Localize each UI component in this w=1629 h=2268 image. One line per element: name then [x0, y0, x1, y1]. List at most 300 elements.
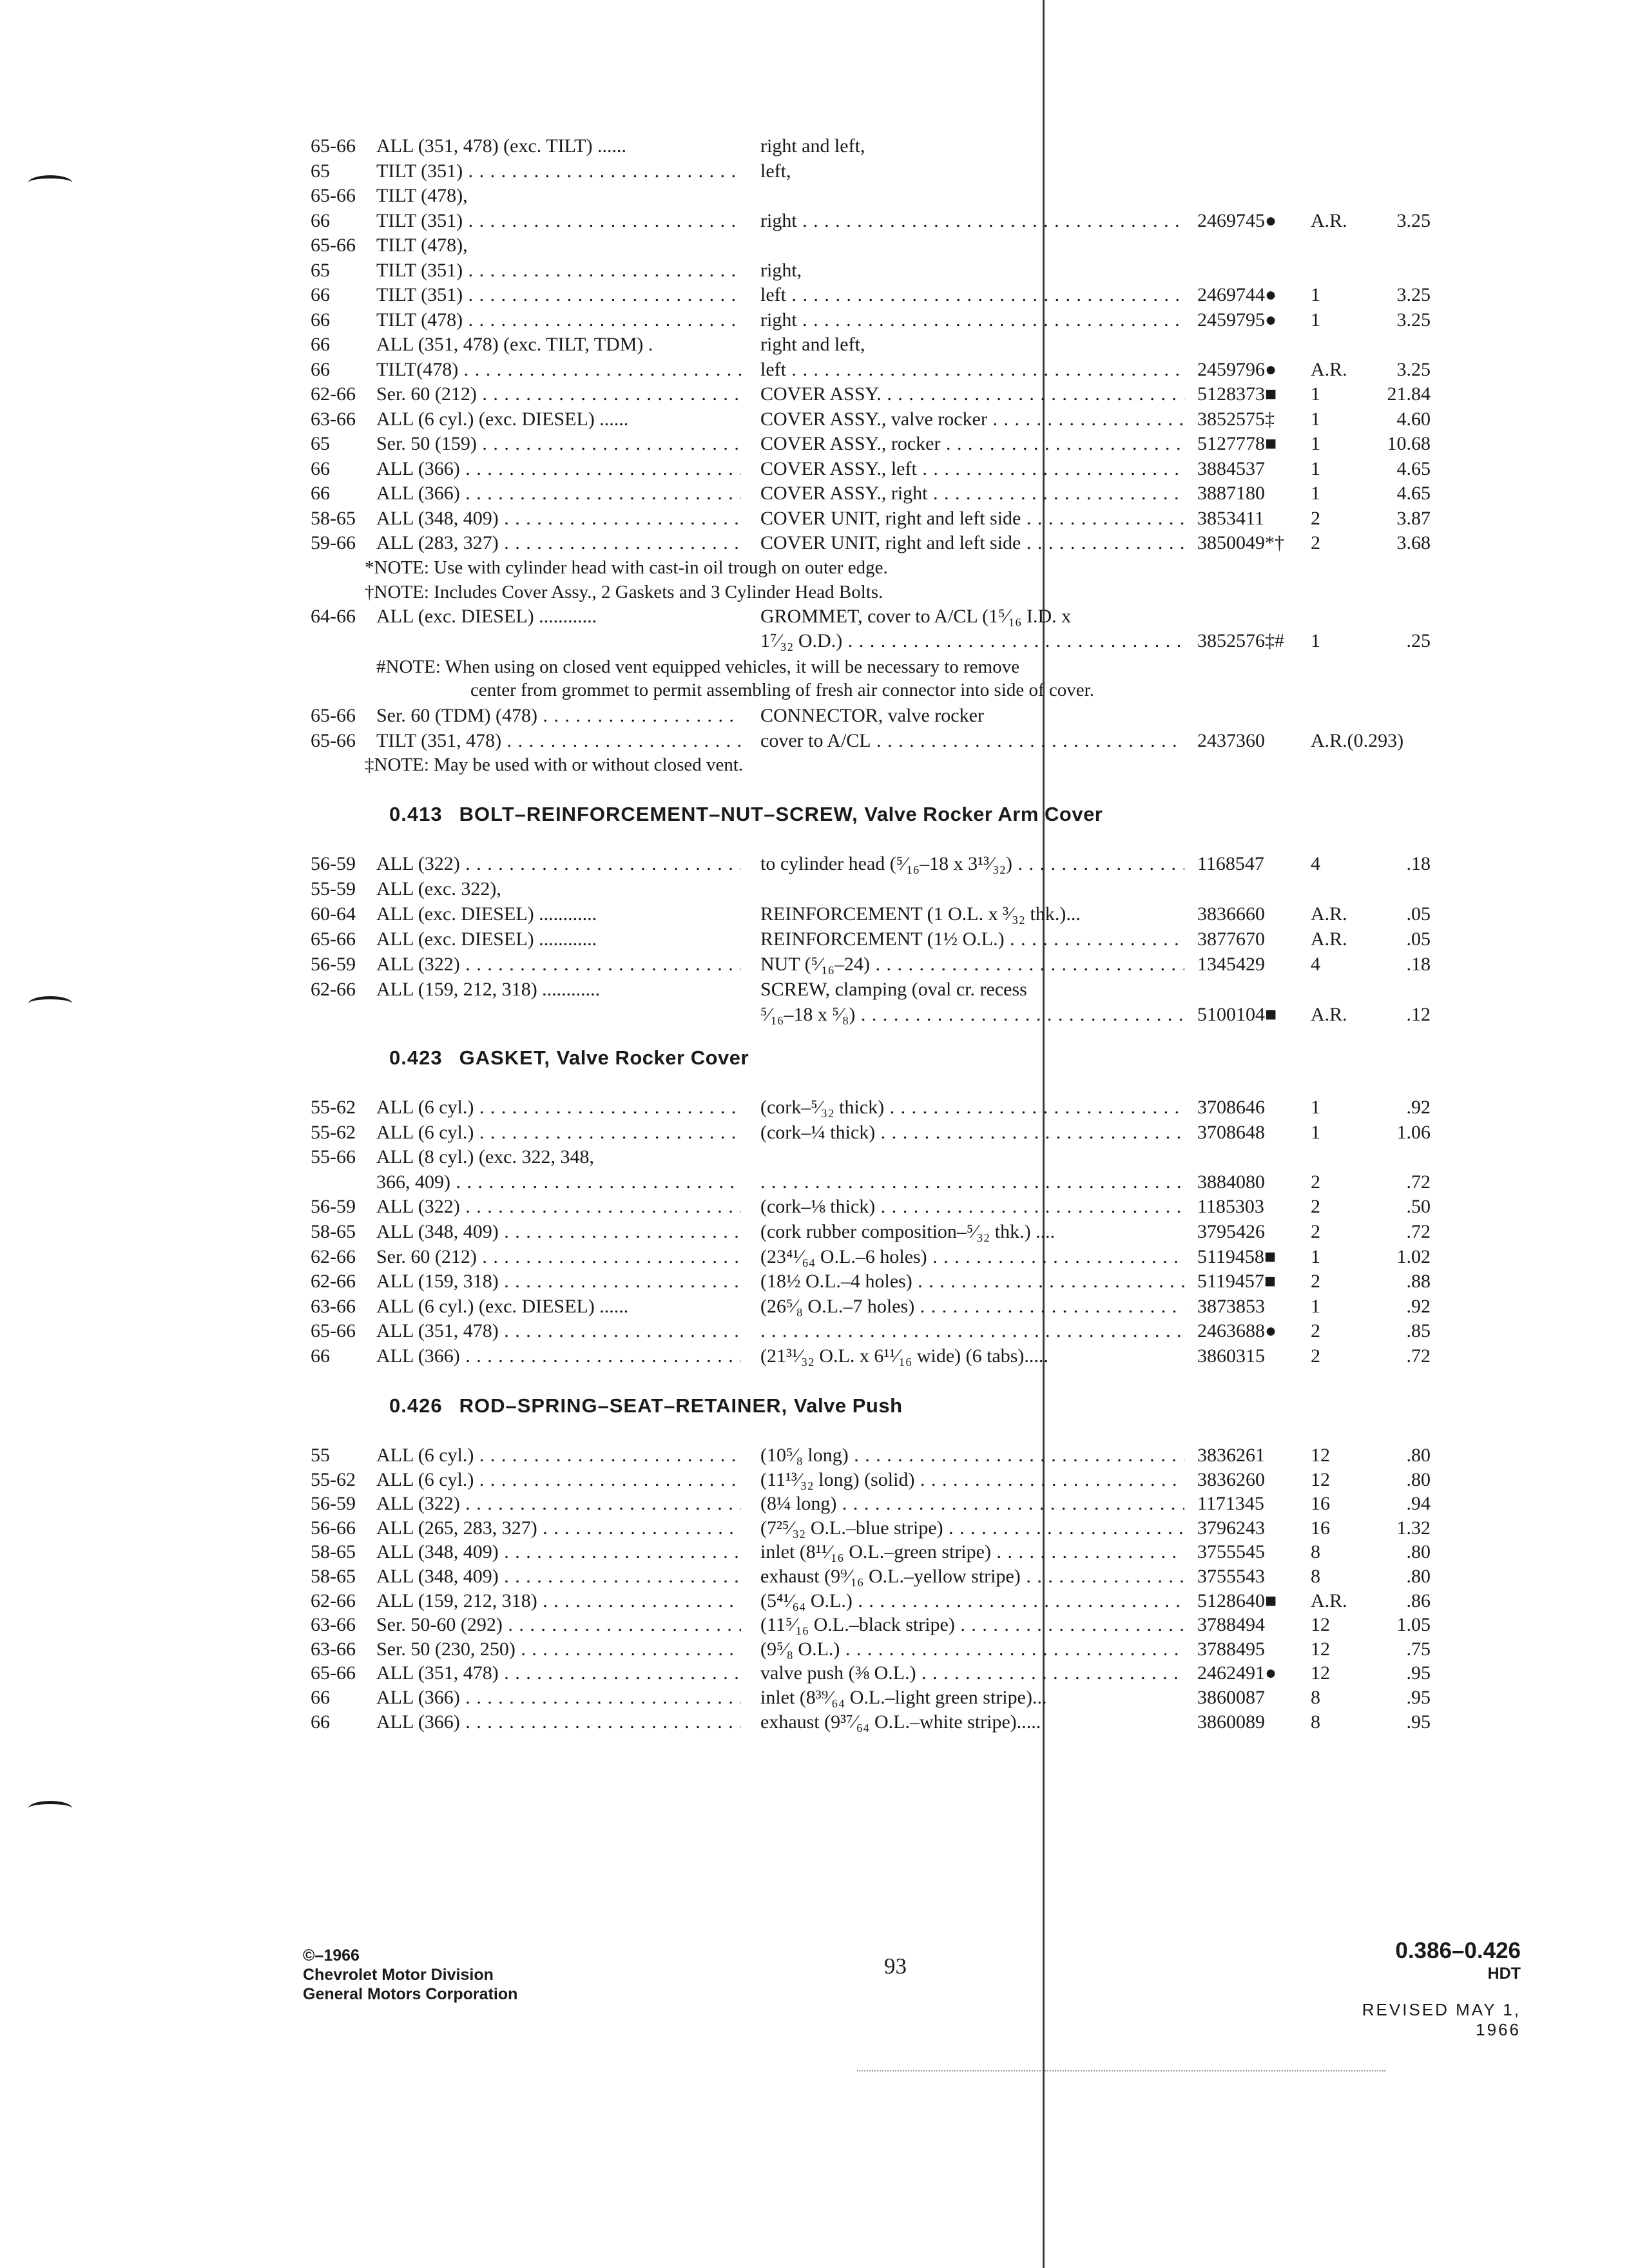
quantity: 12 [1311, 1662, 1330, 1684]
part-number: 3836660 [1197, 903, 1265, 925]
list-price: .88 [1406, 1271, 1431, 1293]
part-number: 3884537 [1197, 457, 1265, 479]
part-description: left . . . [760, 358, 1184, 382]
model-years: 63-66 [311, 1295, 356, 1317]
quantity: 1 [1311, 1245, 1320, 1267]
application: ALL (6 cyl.) . . . [376, 1468, 741, 1492]
parts-row [0, 308, 1629, 332]
quantity: 8 [1311, 1711, 1320, 1733]
quantity: 1 [1311, 284, 1320, 305]
part-description: inlet (8³⁹⁄₆₄ O.L.–light green stripe)... [760, 1687, 1047, 1708]
part-description: to cylinder head (⁵⁄₁₆–18 x 3¹³⁄₃₂) . . . [760, 852, 1184, 876]
application: TILT (478) . . . [376, 308, 741, 332]
parts-row [0, 729, 1629, 753]
list-price: .86 [1406, 1590, 1431, 1611]
application: Ser. 60 (212) . . . [376, 1245, 741, 1269]
footnote: center from grommet to permit assembling of fresh air connector into side of cover. [470, 680, 1094, 700]
part-number: 1345429 [1197, 954, 1265, 975]
application: ALL (exc. DIESEL) ............ [376, 903, 597, 925]
quantity: 1 [1311, 1121, 1320, 1143]
footnote: ‡NOTE: May be used with or without closed vent. [365, 754, 744, 775]
quantity: 16 [1311, 1517, 1330, 1539]
part-number: 3836261 [1197, 1445, 1265, 1466]
section-title: BOLT–REINFORCEMENT–NUT–SCREW, [459, 803, 858, 825]
model-years: 55-62 [311, 1468, 356, 1490]
model-years: 56-66 [311, 1517, 356, 1539]
application: TILT (351) . . . [376, 258, 741, 283]
parts-row [0, 1003, 1629, 1027]
application: ALL (265, 283, 327) . . . [376, 1516, 741, 1541]
model-years: 65-66 [311, 1320, 356, 1342]
list-price: .80 [1406, 1468, 1431, 1490]
list-price: 4.60 [1396, 408, 1431, 430]
model-years: 58-65 [311, 1566, 356, 1587]
part-description: (7²⁵⁄₃₂ O.L.–blue stripe) . . . [760, 1516, 1184, 1541]
parts-row [0, 1294, 1629, 1319]
parts-row [0, 1613, 1629, 1637]
model-years: 66 [311, 457, 330, 479]
parts-row [0, 1269, 1629, 1294]
model-years: 63-66 [311, 1614, 356, 1636]
list-price: .75 [1406, 1638, 1431, 1660]
model-years: 56-59 [311, 1196, 356, 1218]
quantity: A.R. [1311, 928, 1347, 950]
quantity: 2 [1311, 1196, 1320, 1218]
quantity: 4 [1311, 954, 1320, 975]
model-years: 55-62 [311, 1097, 356, 1118]
parts-row [0, 877, 1629, 901]
application: TILT (351) . . . [376, 209, 741, 233]
parts-row [0, 184, 1629, 208]
application: Ser. 50-60 (292) . . . [376, 1613, 741, 1637]
section-title: GASKET, [459, 1046, 550, 1069]
application: Ser. 60 (212) . . . [376, 382, 741, 407]
list-price: 3.68 [1396, 532, 1431, 553]
parts-row [0, 629, 1629, 653]
model-years: 65-66 [311, 928, 356, 950]
list-price: .95 [1406, 1662, 1431, 1684]
parts-row [0, 1145, 1629, 1169]
section-subtitle: Valve Rocker Arm Cover [864, 803, 1103, 825]
part-description: cover to A/CL . . . [760, 729, 1184, 753]
parts-row [0, 382, 1629, 407]
model-years: 65-66 [311, 235, 356, 256]
application: ALL (8 cyl.) (exc. 322, 348, [376, 1146, 594, 1168]
application: ALL (322) . . . [376, 1492, 741, 1516]
application: Ser. 50 (230, 250) . . . [376, 1637, 741, 1662]
quantity: A.R. [1311, 1004, 1347, 1025]
list-price: 3.25 [1396, 358, 1431, 380]
list-price: .05 [1406, 928, 1431, 950]
part-number: 3887180 [1197, 483, 1265, 504]
parts-row [0, 1220, 1629, 1244]
section-number: 0.423 [389, 1046, 443, 1069]
parts-row [0, 1319, 1629, 1343]
part-description: valve push (⅜ O.L.) . . . [760, 1661, 1184, 1686]
list-price: 10.68 [1387, 433, 1431, 454]
footer-division: Chevrolet Motor Division [303, 1966, 494, 1984]
part-number: 3795426 [1197, 1221, 1265, 1242]
part-description: REINFORCEMENT (1 O.L. x ³⁄₃₂ thk.)... [760, 903, 1081, 925]
application: 366, 409) . . . [376, 1170, 741, 1195]
part-number: 3873853 [1197, 1295, 1265, 1317]
part-description: COVER UNIT, right and left side . . . [760, 531, 1184, 555]
quantity: 1 [1311, 408, 1320, 430]
part-number: 2459796● [1197, 358, 1277, 380]
part-description: (11¹³⁄₃₂ long) (solid) . . . [760, 1468, 1184, 1492]
parts-row [0, 506, 1629, 531]
part-description: COVER ASSY., rocker . . . [760, 432, 1184, 456]
section-subtitle: Valve Rocker Cover [556, 1046, 749, 1069]
model-years: 64-66 [311, 606, 356, 627]
footer-copyright: ©–1966 [303, 1946, 360, 1965]
parts-row [0, 457, 1629, 481]
part-description: COVER UNIT, right and left side . . . [760, 506, 1184, 531]
part-description: right . . . [760, 209, 1184, 233]
quantity: 2 [1311, 532, 1320, 553]
application: ALL (6 cyl.) (exc. DIESEL) ...... [376, 1295, 629, 1317]
parts-row [0, 1661, 1629, 1686]
section-code: HDT [1487, 1965, 1521, 1983]
part-number: 5119458■ [1197, 1245, 1277, 1267]
part-description: 1⁷⁄₃₂ O.D.) . . . [760, 629, 1184, 653]
section-heading [389, 1045, 749, 1071]
part-description: inlet (8¹¹⁄₁₆ O.L.–green stripe) . . . [760, 1540, 1184, 1564]
part-description: (18½ O.L.–4 holes) . . . [760, 1269, 1184, 1294]
model-years: 55-59 [311, 878, 356, 899]
part-number: 5128373■ [1197, 383, 1277, 405]
model-years: 65 [311, 259, 330, 281]
part-number: 5128640■ [1197, 1590, 1277, 1611]
parts-row [0, 1245, 1629, 1269]
list-price: .72 [1406, 1171, 1431, 1193]
model-years: 62-66 [311, 1245, 356, 1267]
list-price: .95 [1406, 1687, 1431, 1708]
application: TILT (478), [376, 185, 468, 206]
part-description: (21³¹⁄₃₂ O.L. x 6¹¹⁄₁₆ wide) (6 tabs)..... [760, 1345, 1048, 1367]
parts-row [0, 1195, 1629, 1219]
parts-row [0, 283, 1629, 307]
section-title: ROD–SPRING–SEAT–RETAINER, [459, 1394, 788, 1417]
part-description: (cork–⁵⁄₃₂ thick) . . . [760, 1095, 1184, 1120]
model-years: 65-66 [311, 1662, 356, 1684]
list-price: .92 [1406, 1295, 1431, 1317]
list-price: .05 [1406, 903, 1431, 925]
model-years: 62-66 [311, 383, 356, 405]
application: TILT (351, 478) . . . [376, 729, 741, 753]
section-number: 0.426 [389, 1394, 443, 1417]
part-number: 3755543 [1197, 1566, 1265, 1587]
part-description: exhaust (9³⁷⁄₆₄ O.L.–white stripe)..... [760, 1711, 1041, 1733]
part-number: 3853411 [1197, 507, 1264, 529]
quantity: 1 [1311, 1097, 1320, 1118]
part-description [760, 1319, 1184, 1343]
application: ALL (351, 478) (exc. TILT, TDM) . [376, 334, 653, 355]
part-number: 1185303 [1197, 1196, 1264, 1218]
part-description: COVER ASSY. . . . [760, 382, 1184, 407]
model-years: 60-64 [311, 903, 356, 925]
model-years: 66 [311, 309, 330, 331]
list-price: 1.32 [1396, 1517, 1431, 1539]
list-price: .12 [1406, 1004, 1431, 1025]
list-price: .80 [1406, 1445, 1431, 1466]
footer-publisher [303, 1946, 517, 2004]
list-price: .50 [1406, 1196, 1431, 1218]
parts-row [0, 1589, 1629, 1613]
quantity: 2 [1311, 1271, 1320, 1293]
part-number: 3860089 [1197, 1711, 1265, 1733]
model-years: 62-66 [311, 1590, 356, 1611]
application: ALL (159, 318) . . . [376, 1269, 741, 1294]
quantity: A.R. [1311, 1590, 1347, 1611]
parts-row [0, 332, 1629, 357]
footnote: *NOTE: Use with cylinder head with cast-in oil trough on outer edge. [365, 557, 888, 578]
parts-row [0, 481, 1629, 506]
quantity: 2 [1311, 1345, 1320, 1367]
list-price: 4.65 [1396, 457, 1431, 479]
model-years: 65 [311, 433, 330, 454]
application: Ser. 50 (159) . . . [376, 432, 741, 456]
list-price: .80 [1406, 1566, 1431, 1587]
list-price: .92 [1406, 1097, 1431, 1118]
parts-row [0, 1170, 1629, 1195]
part-description: right . . . [760, 308, 1184, 332]
part-number: 3836260 [1197, 1468, 1265, 1490]
application: ALL (283, 327) . . . [376, 531, 741, 555]
quantity: 1 [1311, 457, 1320, 479]
application: ALL (366) . . . [376, 1344, 741, 1369]
footnote: †NOTE: Includes Cover Assy., 2 Gaskets and 3 Cylinder Head Bolts. [365, 582, 883, 602]
model-years: 66 [311, 1687, 330, 1708]
quantity: 2 [1311, 1221, 1320, 1242]
part-number: 3755545 [1197, 1541, 1265, 1563]
parts-row [0, 1516, 1629, 1541]
part-number: 2469745● [1197, 209, 1277, 231]
parts-row [0, 1686, 1629, 1710]
quantity: 16 [1311, 1493, 1330, 1515]
parts-row [0, 159, 1629, 184]
part-number: 3860087 [1197, 1687, 1265, 1708]
part-description: SCREW, clamping (oval cr. recess [760, 979, 1027, 1000]
list-price: .95 [1406, 1711, 1431, 1733]
quantity: 1 [1311, 483, 1320, 504]
model-years: 56-59 [311, 954, 356, 975]
application: ALL (366) . . . [376, 1686, 741, 1710]
quantity: 2 [1311, 507, 1320, 529]
quantity: 12 [1311, 1468, 1330, 1490]
parts-row [0, 1344, 1629, 1369]
page-number: 93 [884, 1954, 907, 1979]
part-description: COVER ASSY., valve rocker . . . [760, 407, 1184, 432]
section-heading [389, 802, 1103, 827]
part-number: 3708648 [1197, 1121, 1265, 1143]
parts-row [0, 1564, 1629, 1589]
part-description: right and left, [760, 334, 865, 355]
model-years: 62-66 [311, 1271, 356, 1293]
application: ALL (366) . . . [376, 1710, 741, 1735]
parts-row [0, 1492, 1629, 1516]
application: ALL (6 cyl.) (exc. DIESEL) ...... [376, 408, 629, 430]
application: ALL (322) . . . [376, 852, 741, 876]
part-description: (5⁴¹⁄₆₄ O.L.) . . . [760, 1589, 1184, 1613]
list-price: 1.06 [1396, 1121, 1431, 1143]
section-subtitle: Valve Push [793, 1394, 903, 1417]
model-years: 65-66 [311, 135, 356, 157]
model-years: 58-65 [311, 1541, 356, 1563]
parts-row [0, 977, 1629, 1002]
model-years: 65 [311, 160, 330, 182]
parts-row [0, 258, 1629, 283]
application: ALL (exc. DIESEL) ............ [376, 928, 597, 950]
parts-row [0, 952, 1629, 977]
application: ALL (159, 212, 318) . . . [376, 1589, 741, 1613]
parts-row [0, 1540, 1629, 1564]
part-description: (10⁵⁄₈ long) . . . [760, 1443, 1184, 1468]
list-price: 3.87 [1396, 507, 1431, 529]
list-price: .18 [1406, 954, 1431, 975]
parts-row [0, 604, 1629, 629]
model-years: 62-66 [311, 979, 356, 1000]
application: ALL (366) . . . [376, 481, 741, 506]
footnote: #NOTE: When using on closed vent equipped vehicles, it will be necessary to remove [376, 657, 1020, 677]
model-years: 55-62 [311, 1121, 356, 1143]
application: ALL (6 cyl.) . . . [376, 1120, 741, 1145]
application: TILT (351) . . . [376, 159, 741, 184]
part-number: 3860315 [1197, 1345, 1265, 1367]
part-number: 3788494 [1197, 1614, 1265, 1636]
part-description: ⁵⁄₁₆–18 x ⁵⁄₈) . . . [760, 1003, 1184, 1027]
part-number: 2469744● [1197, 284, 1277, 305]
part-description: COVER ASSY., left . . . [760, 457, 1184, 481]
list-price: 1.02 [1396, 1245, 1431, 1267]
section-range: 0.386–0.426 [1395, 1938, 1521, 1963]
application: Ser. 60 (TDM) (478) . . . [376, 704, 741, 728]
list-price: .85 [1406, 1320, 1431, 1342]
part-description: left, [760, 160, 791, 182]
footer-corporation: General Motors Corporation [303, 1985, 518, 2003]
quantity: 12 [1311, 1445, 1330, 1466]
quantity: A.R. [1311, 903, 1347, 925]
part-description: right, [760, 259, 802, 281]
application: ALL (348, 409) . . . [376, 1540, 741, 1564]
application: TILT(478) . . . [376, 358, 741, 382]
list-price: 21.84 [1387, 383, 1431, 405]
application: TILT (351) . . . [376, 283, 741, 307]
part-number: 5100104■ [1197, 1004, 1277, 1025]
parts-row [0, 432, 1629, 456]
model-years: 55-66 [311, 1146, 356, 1168]
model-years: 63-66 [311, 1638, 356, 1660]
part-description: COVER ASSY., right . . . [760, 481, 1184, 506]
section-heading [389, 1393, 903, 1419]
application: ALL (348, 409) . . . [376, 1220, 741, 1244]
application: ALL (322) . . . [376, 1195, 741, 1219]
quantity: 8 [1311, 1687, 1320, 1708]
parts-row [0, 1443, 1629, 1468]
part-description: REINFORCEMENT (1½ O.L.) . . . [760, 927, 1184, 952]
part-number: 1171345 [1197, 1493, 1264, 1515]
part-number: 3850049*† [1197, 532, 1284, 553]
parts-row [0, 927, 1629, 952]
model-years: 65-66 [311, 185, 356, 206]
model-years: 65-66 [311, 705, 356, 726]
model-years: 65-66 [311, 730, 356, 751]
application: ALL (348, 409) . . . [376, 1564, 741, 1589]
model-years: 66 [311, 1711, 330, 1733]
parts-row [0, 902, 1629, 927]
model-years: 56-59 [311, 853, 356, 874]
part-number: 3708646 [1197, 1097, 1265, 1118]
part-description: (9⁵⁄₈ O.L.) . . . [760, 1637, 1184, 1662]
list-price: 3.25 [1396, 284, 1431, 305]
part-description: left . . . [760, 283, 1184, 307]
application: ALL (366) . . . [376, 457, 741, 481]
parts-row [0, 1468, 1629, 1492]
quantity: 1 [1311, 383, 1320, 405]
part-description: (11⁵⁄₁₆ O.L.–black stripe) . . . [760, 1613, 1184, 1637]
quantity: 1 [1311, 433, 1320, 454]
list-price: 1.05 [1396, 1614, 1431, 1636]
part-number: 2463688● [1197, 1320, 1277, 1342]
part-number: 1168547 [1197, 853, 1264, 874]
part-description: (cork–¼ thick) . . . [760, 1120, 1184, 1145]
part-description: right and left, [760, 135, 865, 157]
application: ALL (351, 478) (exc. TILT) ...... [376, 135, 626, 157]
part-number: 3852576‡# [1197, 630, 1284, 651]
quantity: A.R.(0.293) [1311, 730, 1404, 751]
part-description: (23⁴¹⁄₆₄ O.L.–6 holes) . . . [760, 1245, 1184, 1269]
part-description: (8¼ long) . . . [760, 1492, 1184, 1516]
quantity: 12 [1311, 1614, 1330, 1636]
application: ALL (348, 409) . . . [376, 506, 741, 531]
list-price: .18 [1406, 853, 1431, 874]
application: ALL (6 cyl.) . . . [376, 1095, 741, 1120]
model-years: 66 [311, 209, 330, 231]
part-description: GROMMET, cover to A/CL (1⁵⁄₁₆ I.D. x [760, 606, 1072, 627]
parts-row [0, 852, 1629, 876]
list-price: 3.25 [1396, 209, 1431, 231]
model-years: 66 [311, 358, 330, 380]
section-number: 0.413 [389, 803, 443, 825]
model-years: 66 [311, 483, 330, 504]
model-years: 66 [311, 334, 330, 355]
parts-row [0, 704, 1629, 728]
model-years: 66 [311, 284, 330, 305]
parts-row [0, 358, 1629, 382]
part-description: CONNECTOR, valve rocker [760, 705, 984, 726]
application: ALL (322) . . . [376, 952, 741, 977]
application: ALL (351, 478) . . . [376, 1661, 741, 1686]
application: TILT (478), [376, 235, 468, 256]
application: ALL (exc. 322), [376, 878, 501, 899]
quantity: 8 [1311, 1566, 1320, 1587]
part-description: (26⁵⁄₈ O.L.–7 holes) . . . [760, 1294, 1184, 1319]
quantity: A.R. [1311, 358, 1347, 380]
revision-date: REVISED MAY 1, 1966 [1362, 2000, 1521, 2039]
quantity: 1 [1311, 309, 1320, 331]
model-years: 63-66 [311, 408, 356, 430]
quantity: 2 [1311, 1320, 1320, 1342]
parts-row [0, 1120, 1629, 1145]
parts-row [0, 1710, 1629, 1735]
list-price: .25 [1406, 630, 1431, 651]
model-years: 56-59 [311, 1493, 356, 1515]
part-description [760, 1170, 1184, 1195]
quantity: 4 [1311, 853, 1320, 874]
model-years: 66 [311, 1345, 330, 1367]
quantity: 8 [1311, 1541, 1320, 1563]
list-price: .72 [1406, 1345, 1431, 1367]
